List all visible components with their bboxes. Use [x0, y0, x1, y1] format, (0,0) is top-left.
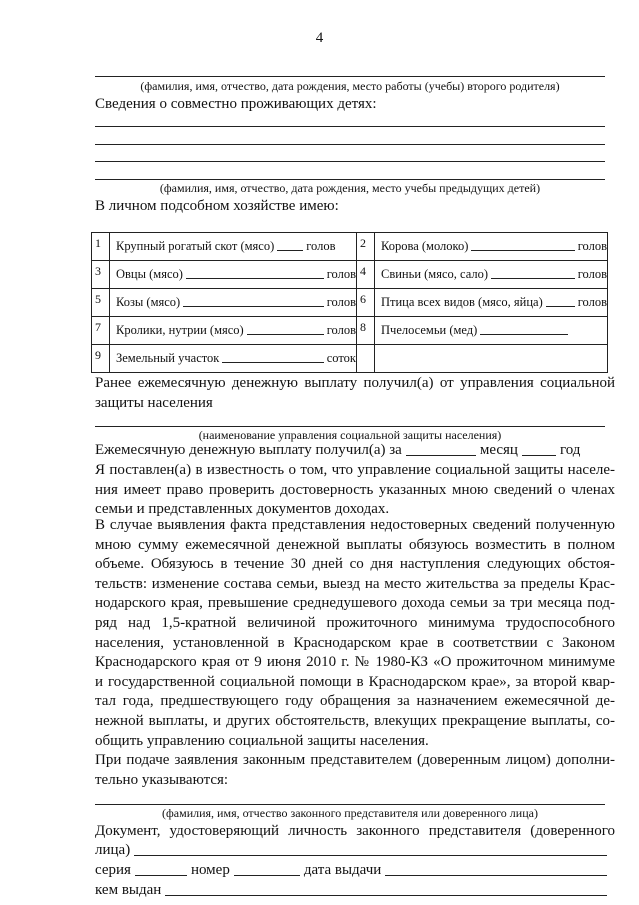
text-line: В случае выявления факта представления недостоверных сведений полученную	[95, 517, 615, 533]
farm-label: Овцы (мясо)	[116, 267, 183, 281]
informed-paragraph	[95, 461, 615, 520]
representative-paragraph	[95, 751, 615, 790]
text-line: нодарского края, превышение среднедушевого дохода семьи за три месяца под-	[95, 595, 615, 612]
farm-unit: голов	[577, 267, 607, 281]
text-line: защиты населения	[95, 394, 213, 411]
text-line: семьи и представленных документов доходах.	[95, 501, 390, 518]
farm-label: Пчелосемьи (мед)	[381, 323, 478, 337]
issued-by-field[interactable]	[165, 885, 607, 896]
parent2-caption: (фамилия, имя, отчество, дата рождения, место работы (учебы) второго родителя)	[140, 79, 560, 93]
text-line: общить управлению социальной защиты населения.	[95, 732, 429, 749]
farm-unit: соток	[326, 351, 356, 365]
text-line: ния имеет право проверить достоверность указанных мною сведений о членах	[95, 481, 615, 498]
farm-heading: В личном подсобном хозяйстве имею:	[95, 198, 339, 214]
farm-label: Кролики, нутрии (мясо)	[116, 323, 244, 337]
text-line: тельств: изменение состава семьи, выезд на место жительства за пределы Крас-	[95, 575, 615, 592]
farm-num: 1	[92, 233, 110, 261]
farm-label: Крупный рогатый скот (мясо)	[116, 239, 275, 253]
text-line: Ранее ежемесячную денежную выплату получил(а) от управления социальной	[95, 375, 615, 391]
text-line: При подаче заявления законным представителем (доверенным лицом) дополни-	[95, 752, 615, 768]
issue-date-label: дата выдачи	[303, 862, 382, 878]
representative-fill-line[interactable]	[95, 804, 605, 805]
doc-fields-row	[95, 862, 611, 879]
year-word: год	[559, 442, 581, 458]
farm-num: 3	[92, 261, 110, 289]
farm-unit: голов	[577, 295, 607, 309]
farm-label: Корова (молоко)	[381, 239, 469, 253]
text-line: населения, установленной в Краснодарском крае в соответствии с Законом	[95, 634, 615, 651]
text-line: Документ, удостоверяющий личность законного представителя (доверенного	[95, 823, 615, 839]
document-paragraph	[95, 822, 615, 842]
farm-blank[interactable]	[491, 268, 575, 279]
farm-label: Земельный участок	[116, 351, 220, 365]
farm-table	[91, 232, 608, 373]
farm-label: Свиньи (мясо, сало)	[381, 267, 489, 281]
issued-by-row	[95, 882, 611, 899]
text-line: тал года, предшествующего году обращения за назначением ежемесячной де-	[95, 693, 615, 710]
page-number: 4	[315, 30, 324, 46]
farm-blank[interactable]	[480, 324, 568, 335]
farm-unit: голов	[326, 295, 356, 309]
text-line: Я поставлен(а) в известность о том, что управление социальной защиты населе-	[95, 462, 615, 478]
farm-num: 6	[357, 289, 375, 317]
children-fill-line-1[interactable]	[95, 126, 605, 127]
children-fill-line-3[interactable]	[95, 161, 605, 162]
children-fill-line-2[interactable]	[95, 144, 605, 145]
farm-unit: голов	[306, 239, 336, 253]
prev-payment-text	[95, 374, 615, 413]
farm-label: Птица всех видов (мясо, яйца)	[381, 295, 543, 309]
farm-blank[interactable]	[222, 352, 323, 363]
representative-caption: (фамилия, имя, отчество законного представителя или доверенного лица)	[162, 806, 538, 820]
number-field[interactable]	[234, 865, 300, 876]
text-line: объеме. Обязуюсь в течение 30 дней со дня наступления следующих обстоя-	[95, 556, 615, 573]
children-caption: (фамилия, имя, отчество, дата рождения, место учебы предыдущих детей)	[159, 181, 541, 195]
farm-row	[92, 317, 608, 345]
monthly-count-field[interactable]	[406, 445, 476, 456]
farm-blank[interactable]	[277, 240, 303, 251]
farm-num	[357, 345, 375, 373]
monthly-year-field[interactable]	[522, 445, 556, 456]
farm-num: 8	[357, 317, 375, 345]
farm-num: 7	[92, 317, 110, 345]
children-heading: Сведения о совместно проживающих детях:	[95, 96, 377, 112]
text-line: лица)	[95, 842, 131, 858]
farm-num: 2	[357, 233, 375, 261]
text-line: ряд над 1,5-кратной величиной прожиточного минимума трудоспособного	[95, 614, 615, 631]
farm-row	[92, 289, 608, 317]
farm-num: 4	[357, 261, 375, 289]
farm-blank[interactable]	[183, 296, 323, 307]
series-label: серия	[95, 862, 131, 878]
farm-unit: голов	[326, 323, 356, 337]
farm-blank[interactable]	[546, 296, 575, 307]
farm-blank[interactable]	[471, 240, 574, 251]
issue-date-field[interactable]	[385, 865, 607, 876]
text-line: и государственной социальной помощи в Краснодарском крае», за второй квар-	[95, 673, 615, 690]
text-line: Краснодарского края от 9 июня 2010 г. № 1980-КЗ «О прожиточном минимуме	[95, 654, 615, 671]
farm-num: 5	[92, 289, 110, 317]
office-fill-line[interactable]	[95, 426, 605, 427]
children-fill-line-4[interactable]	[95, 179, 605, 180]
series-field[interactable]	[135, 865, 187, 876]
number-label: номер	[190, 862, 230, 878]
farm-row	[92, 233, 608, 261]
farm-unit: голов	[577, 239, 607, 253]
document-fill-line[interactable]	[134, 845, 607, 856]
farm-unit: голов	[326, 267, 356, 281]
document-row-2	[95, 842, 611, 859]
monthly-label: Ежемесячную денежную выплату получил(а) за	[95, 442, 402, 458]
obligation-paragraph	[95, 516, 615, 751]
monthly-row	[95, 442, 611, 459]
farm-row	[92, 345, 608, 373]
parent2-fill-line[interactable]	[95, 76, 605, 77]
office-caption: (наименование управления социальной защиты населения)	[198, 428, 502, 442]
farm-label: Козы (мясо)	[116, 295, 181, 309]
month-word: месяц	[479, 442, 518, 458]
farm-blank[interactable]	[186, 268, 324, 279]
farm-num: 9	[92, 345, 110, 373]
farm-blank[interactable]	[247, 324, 324, 335]
issued-by-label: кем выдан	[95, 882, 162, 898]
text-line: нежной выплаты, и других обстоятельств, влекущих прекращение выплаты, со-	[95, 712, 615, 729]
farm-row	[92, 261, 608, 289]
text-line: тельно указываются:	[95, 771, 229, 788]
text-line: мною сумму ежемесячной денежной выплаты обязуюсь возместить в полном	[95, 536, 615, 553]
